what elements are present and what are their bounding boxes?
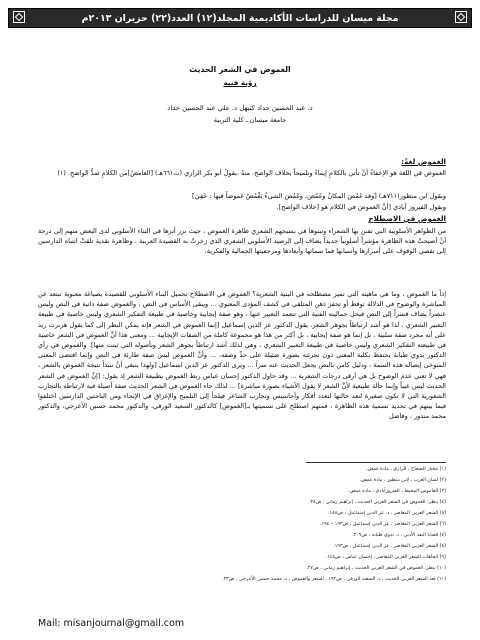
- article-authors: د. عبد الحسين حداد كتيهل د. علي عبد الحسين حداد: [167, 104, 313, 112]
- ornament-star-icon: [13, 11, 25, 23]
- article-title: الغموض في الشعر الحديث: [189, 65, 291, 74]
- paragraph: الغموض في اللغة هو الإخفاءُ أنْ تأتي بالكلامِ إيماءً وتلميحاً بخلاف الواضح. منهُ ،يقولُ أبو بكر الرازي (ت٦٦١هـ) [الغامضُ]من الكلامِ ضدُّ الواضحِ. (١): [57, 169, 446, 177]
- footnote: (١١) لغة الشعر العربي الحديث ، د. السعيد الورقي ، ص١٩٢ ، الشعر والغموض ، د. محمد حسين الأعرجي ، ص٣٣.: [221, 577, 446, 582]
- footnote: (٧) قضايا النقد الأدبي ، د. بدوي طبانة ، ص٣٠٩.: [352, 533, 446, 538]
- journal-email: Mail: misanjournal@gmail.com: [38, 618, 185, 629]
- footnote: (١) مختار الصحاح ، للرازي ، مادة غمض.: [365, 467, 446, 472]
- footnote: (٦) الشعر العربي المعاصر ، عز الدين إسماعيل ، ص١٩٣ – ١٩٤.: [320, 522, 446, 527]
- paragraph: ويقول ابن منظور(٧١١هـ) [وقد غَمُضَ المكانُ وغَمُضَ، وغَمُضَ الشيءُ يَغْمُضُ غموضاً فيها : خَفِيَ]: [192, 192, 446, 200]
- paragraph: من الظواهر الأسلوبية التي تفنن بها الشعراء وتبنوها في نسيجهم الشعري ظاهرة الغموض ، حيث برز أترها في البناء الأسلوبي لدى البعض منهم إلى درجة أنْ أصبحتْ هذه الظاهرة مؤشراً أسلوبياً جديداً يضاف إلى الرصيد الأسلوبي الشعري الذي زخرتْ به القصيدة العربية ، وظاهرة نقدية تلقتْ انتباه الدارسين إلى تقصي الوقوف على أسرارها وأسبابها فما سماتها وأبعادها ومرجعيتها الجمالية والفكرية.: [38, 227, 446, 256]
- section-heading-terminology: الغموض في الاصطلاح: [368, 214, 446, 223]
- footnote: (٥) الشعر العربي المعاصر ، د. عز الدين إسماعيل ، ص١٨٨.: [328, 511, 446, 516]
- footnote: (٣) القاموس المحيط ، للفيروزآبادي ، مادة غمض.: [348, 489, 446, 494]
- section-heading-lexical: الغموض لغةً:: [401, 157, 446, 166]
- paragraph: ويقول الفيروز آبادي [أنَّ الغموضَ في الكلام هو [خلاف الواضح].: [276, 203, 446, 211]
- footnote: (٨) الشعر العربي المعاصر ، عز الدين إسماعيل ، ص١٩٣.: [333, 544, 446, 549]
- paragraph: إذاً ما الغموض ، وما هي ماهيته التي تميز مصطلحه في البنية الشعرية؟ الغموض في الاصطلاح تحميل البناء الأسلوبي للقصيدة بصياغة معنوية تبتعد عن المباشرة والوضوح في الدلالة توقظ أو تحفز ذهن المتلقي في كشف المؤدى المعنوي ... ويبقى الأساس في النص ، والغموض صفة ذاتية في النص وليس عنصراً يضاف قسراً إلى النص فيحل جماليته الفنية التي تتعمد التعبير عنها ، وهو صفة إيجابية وخاصية في طبيعة التفكير الشعري وليس خاصية في طبيعة التعبير الشعري . لذا هو أشد ارتباطاً بجوهر الشعر. يقول الدكتور عز الدين إسماعيل [إنما الغموض في الشعر فإنه يمكن النظر إلى كما يقول هربرت ريد على أنه مجرد صفة سلبية ، بل إنما هو صفة إيجابية ، بل أكثر من هذا هو مجموعة كاملة من الصفات الإيجابية ... ومعنى هذا أنَّ الغموض في الشعر خاصية في طبيعته التفكير الشعري وليس خاصية في طبيعة التعبير الشعري ، وهي لذلك أشد ارتباطاً بجوهر الشعر وبأصوله التي ثبتت منها]. والغموض في رأي الدكتور بدوي طبانة يحتفظ بكلية المعنى دون تجزئته بصورة ضئيلة على حدِّ وصفه، ... وأنَّ الغموض ليس صفة طارئة في النص وإنما اقتضى المعنى المتوخى إيصاله هذه السمة ، ودليل كامن بالنص يجعل الحديث عنه سراً ... ويرى الدكتور عز الدين اسماعيل [ولهذا ينبغي أنْ ننبذاً نتيجة الغموض بالشعر ، فهي لا تعني عدم الوضوح بل هي أرقى درجات الشعرية ... وقد حاول الدكتور إحسان عباس ربط الغموض بطبيعة الشعر إذ يقول: [إنَّ الغموض في الشعر الحديث ليس عيباً وإنما حالة طبيعية لأنَّ الشعر لا يقول الأشياء بصورة مباشرة] ... لذلك جاء الغموض في الشعر الحديث صفة أصيلة فيه لارتباطه بالتجارب الشعورية التي لا تكون صغيرة لتعد حالتها لتعدد أفكار وأحاسيس وتجارب الشاعر فيلجأ إلى التلميح والإغراق في الإيحاء ومن الباحثين الدارسين اختلفوا فيما بينهم في تحديد تسمية هذه الظاهرة ، فمنهم اصطلح على تسميتها بـ[الغموض] كالدكتور السعيد الورقي، والدكتور محمد حسين الأعرجي، والدكتور محمد مندور ، وفاضل: [38, 290, 446, 421]
- journal-header-text: مجلة ميسان للدراسات الأكاديمية المجلد(١٢) العدد(٢٢) حزيران ٢٠١٣م: [81, 12, 399, 24]
- footnote: (٤) ينظر: الغموض في الشعر العربي الحديث ، إبراهيم رماني ، ص٣٨.: [308, 500, 446, 505]
- footnote: (٩) اتجاهات الشعر العربي المعاصر ، إحسان عباس ، ص١٤٥.: [325, 555, 446, 560]
- footnote: (٢) لسان العرب ، لابن منظور ، مادة غمض.: [359, 478, 446, 483]
- ornament-star-icon: [455, 11, 467, 23]
- footnote-separator: [306, 462, 446, 463]
- footnote: (١٠) ينظر: الغموض في الشعر العربي الحديث ، إبراهيم رماني ، ص٢٧.: [306, 566, 446, 571]
- article-subtitle: رؤية فنية: [223, 78, 257, 87]
- author-affiliation: جامعة ميسان ـ كلية التربية: [213, 116, 287, 124]
- journal-header-bar: [8, 8, 472, 28]
